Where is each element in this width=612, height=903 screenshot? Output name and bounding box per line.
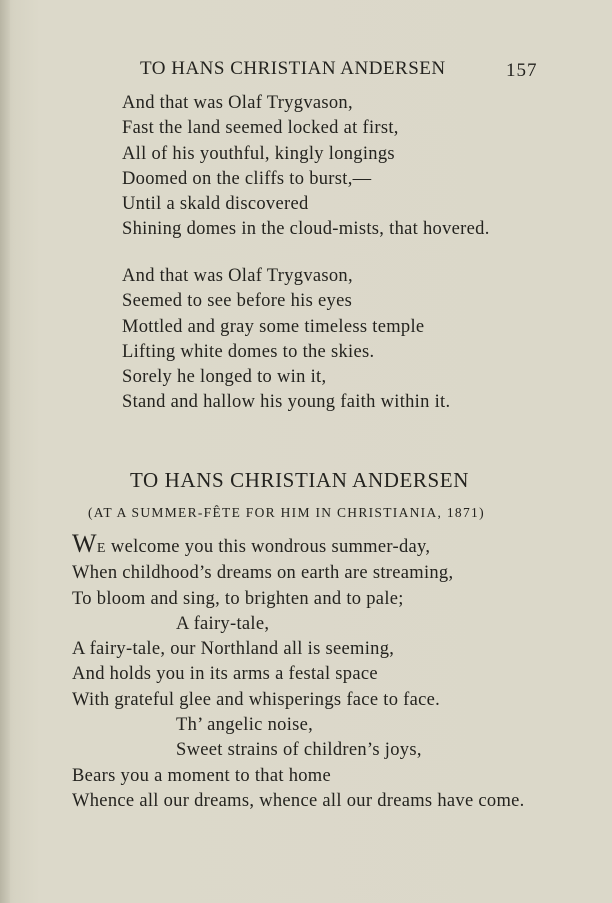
verse-line: Seemed to see before his eyes — [122, 291, 353, 312]
stanza-2 — [122, 264, 450, 416]
verse-line: And holds you in its arms a festal space — [72, 664, 378, 685]
verse-line: A fairy-tale, our Northland all is seeming, — [72, 639, 395, 660]
verse-line: Doomed on the cliffs to burst,— — [122, 168, 372, 189]
poem-body — [72, 529, 525, 814]
verse-line: All of his youthful, kingly longings — [122, 143, 395, 164]
verse-line: When childhood’s dreams on earth are streaming, — [72, 563, 454, 584]
verse-line: Whence all our dreams, whence all our dreams have come. — [72, 790, 525, 811]
small-caps: E — [96, 541, 106, 556]
verse-line: Shining domes in the cloud-mists, that hovered. — [122, 219, 490, 240]
verse-line: Stand and hallow his young faith within it. — [122, 392, 451, 413]
verse-line: Fast the land seemed locked at first, — [122, 118, 399, 139]
poem-title: TO HANS CHRISTIAN ANDERSEN — [130, 468, 469, 492]
verse-line: Until a skald discovered — [122, 194, 309, 215]
verse-line: Bears you a moment to that home — [72, 765, 331, 786]
verse-line-indented: A fairy-tale, — [176, 613, 270, 634]
verse-line: Mottled and gray some timeless temple — [122, 316, 425, 337]
page-gutter — [0, 0, 10, 903]
verse-line: And that was Olaf Trygvason, — [122, 266, 353, 286]
first-line-text: welcome you this wondrous summer-day, — [106, 537, 431, 557]
stanza-1 — [122, 91, 490, 243]
verse-line: Sorely he longed to win it, — [122, 367, 327, 388]
running-head: TO HANS CHRISTIAN ANDERSEN — [140, 58, 446, 79]
verse-line-indented: Sweet strains of children’s joys, — [176, 740, 422, 761]
verse-line-first — [72, 529, 525, 561]
verse-line-indented: Th’ angelic noise, — [176, 715, 314, 736]
verse-line: Lifting white domes to the skies. — [122, 341, 375, 362]
verse-line: With grateful glee and whisperings face to face. — [72, 689, 441, 710]
page-number: 157 — [506, 60, 538, 81]
verse-line: To bloom and sing, to brighten and to pale; — [72, 588, 404, 609]
drop-cap: W — [72, 529, 97, 558]
poem-subtitle: (AT A SUMMER-FÊTE FOR HIM IN CHRISTIANIA, 1871) — [88, 505, 485, 520]
verse-line: And that was Olaf Trygvason, — [122, 93, 353, 113]
